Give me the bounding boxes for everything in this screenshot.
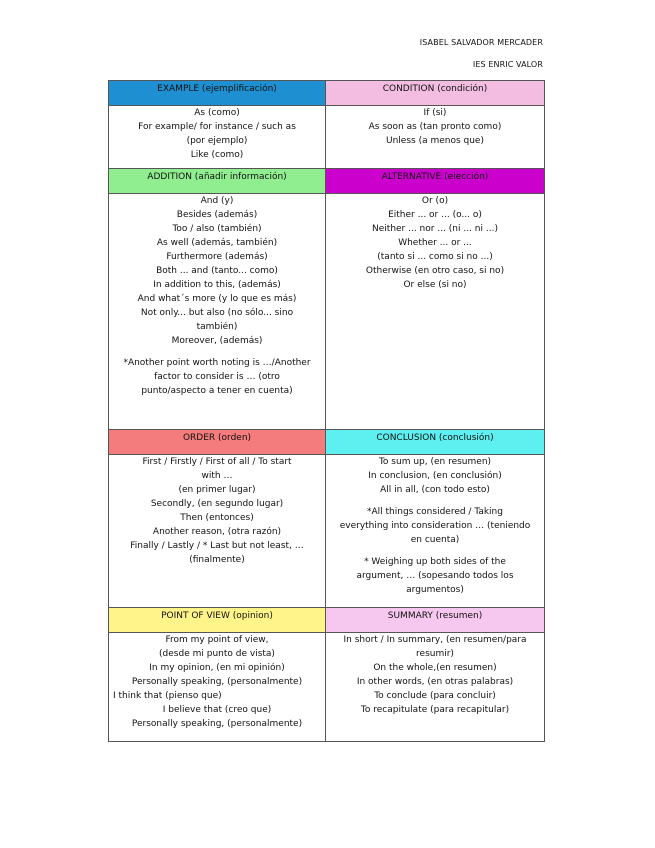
conclusion-body: To sum up, (en resumen) In conclusion, (en conclusión) All in all, (con todo esto) *All things considered / Taking everything into consideration … (teniendo en cuenta) * Weighing up both sides of the argument, … (sopesando todos los argumentos) (326, 455, 545, 608)
author-name: ISABEL SALVADOR MERCADER (419, 38, 543, 47)
summary-body: In short / In summary, (en resumen/para resumir) On the whole,(en resumen) In other words, (en otras palabras) To conclude (para concluir) To recapitulate (para recapitular) (326, 633, 545, 742)
alternative-header: ALTERNATIVE (elección) (326, 169, 545, 194)
alternative-body: Or (o) Either ... or ... (o... o) Neither ... nor ... (ni ... ni ...) Whether ... or ... (tanto si ... como si no ...) Otherwise (en otro caso, si no) Or else (si no) (326, 194, 545, 430)
summary-header: SUMMARY (resumen) (326, 608, 545, 633)
addition-body: And (y) Besides (además) Too / also (también) As well (además, también) Furthermore (además) Both ... and (tanto... como) In addition to this, (además) And what´s more (y lo que es más) Not only... but also (no sólo... sino también) Moreover, (además) *Another point worth noting is …/Another factor to consider is … (otro punto/aspecto a tener en cuenta) (109, 194, 326, 430)
conclusion-header: CONCLUSION (conclusión) (326, 430, 545, 455)
condition-header: CONDITION (condición) (326, 81, 545, 106)
connectors-table (108, 80, 545, 742)
school-name: IES ENRIC VALOR (472, 60, 543, 69)
example-body: As (como) For example/ for instance / such as (por ejemplo) Like (como) (109, 106, 326, 169)
addition-header: ADDITION (añadir información) (109, 169, 326, 194)
example-header: EXAMPLE (ejemplificación) (109, 81, 326, 106)
order-body: First / Firstly / First of all / To start with … (en primer lugar) Secondly, (en segundo lugar) Then (entonces) Another reason, (otra razón) Finally / Lastly / * Last but not least, … (finalmente) (109, 455, 326, 608)
point-of-view-body: From my point of view, (desde mi punto de vista) In my opinion, (en mi opinión) Personally speaking, (personalmente) I think that (pienso que) I believe that (creo que) Personally speaking, (personalmente) (109, 633, 326, 742)
point-of-view-header: POINT OF VIEW (opinion) (109, 608, 326, 633)
condition-body: If (si) As soon as (tan pronto como) Unless (a menos que) (326, 106, 545, 169)
order-header: ORDER (orden) (109, 430, 326, 455)
